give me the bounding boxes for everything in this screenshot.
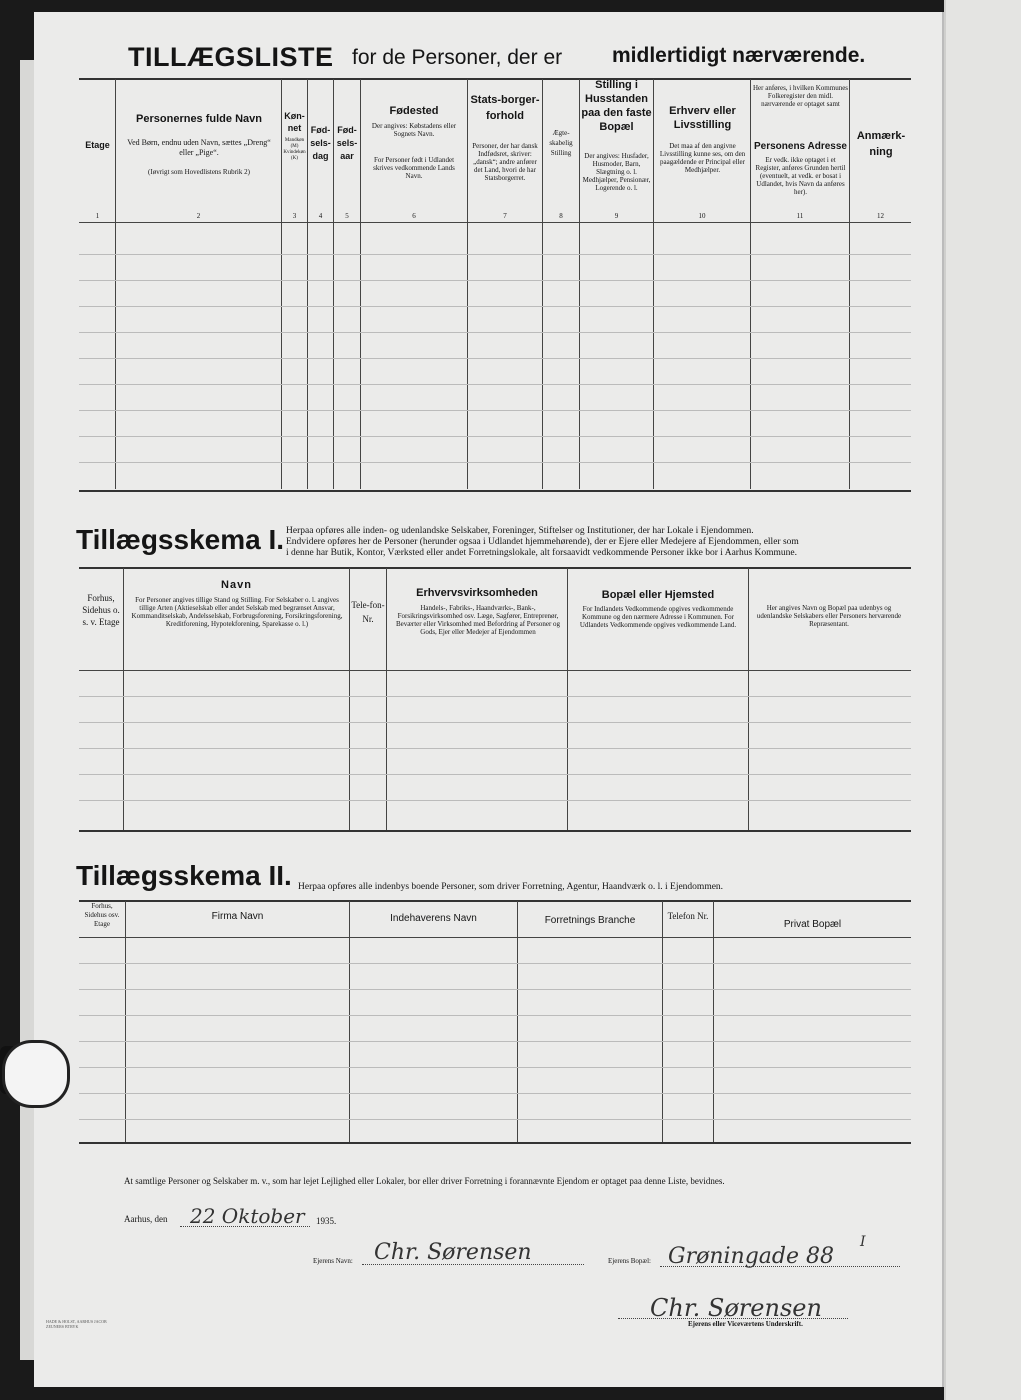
t1-col-divider <box>115 79 116 489</box>
owner-name-label: Ejerens Navn: <box>313 1257 353 1265</box>
t1-head-etage: Etage <box>85 140 110 150</box>
t3-row-line <box>79 1041 911 1042</box>
schema1-intro <box>286 526 916 559</box>
t2-row-line <box>79 774 911 775</box>
t3-head-telefon: Telefon Nr. <box>667 911 709 921</box>
table1-header-rule <box>79 222 911 223</box>
table2-top-rule <box>79 567 911 569</box>
table2-bottom-rule <box>79 830 911 832</box>
schema1-title: Tillægsskema I. <box>76 524 285 555</box>
t2-head-telefon: Tele-fon-Nr. <box>351 600 385 624</box>
t1-head-foedested: Fødested <box>389 105 439 117</box>
table3-header-rule <box>79 937 911 938</box>
t1-colnum: 2 <box>196 212 201 220</box>
owner-name-handwritten: Chr. Sørensen <box>374 1240 532 1265</box>
date-handwritten: 22 Oktober <box>190 1204 305 1228</box>
schema2-intro: Herpaa opføres alle indenbys boende Personer, som driver Forretning, Agentur, Haandværk o. l. i Ejendommen. <box>298 882 724 892</box>
t1-row-line <box>79 332 911 333</box>
t3-head-firma: Firma Navn <box>211 911 264 922</box>
t3-col-divider <box>662 901 663 1142</box>
t1-col-divider <box>849 79 850 489</box>
owner-address-mark: I <box>860 1234 866 1250</box>
t1-head-foedselsaar: Fød-sels-aar <box>336 125 358 161</box>
t3-col-divider <box>517 901 518 1142</box>
t1-head-anmaerkning: Anmærk-ning <box>856 130 906 158</box>
t1-row-line <box>79 384 911 385</box>
t1-sub-statsborger: Personer, der har dansk Indfødsret, skriver: „dansk“; andre anfører det Land, hvori de har Statsborgerret. <box>472 142 538 182</box>
t1-sub-husstand: Der angives: Husfader, Husmoder, Barn, Slægtning o. l. Medhjælper, Pensionær, Logerende o. l. <box>582 152 651 192</box>
owner-address-label: Ejerens Bopæl: <box>608 1257 651 1265</box>
schema1-intro-line2: Endvidere opføres her de Personer (herunder ogsaa i Udlandet hjemmehørende), der er Ejere eller Medejere af Ejendommen, eller som <box>286 537 799 547</box>
table2-header-rule <box>79 670 911 671</box>
t2-sub-bopael: For Indlandets Vedkommende opgives vedkommende Kommune og den nærmere Adresse i Kommunen. For Udlandets Vedkommende opgives vedkommende Land. <box>579 605 737 629</box>
t1-row-line <box>79 358 911 359</box>
form-title-mid: for de Personer, der er <box>352 46 563 69</box>
t2-sub-erhverv: Handels-, Fabriks-, Haandværks-, Bank-, Forsikringsvirksomhed osv. Læge, Sagfører, Entreprenør, Beværter eller Virksomhed med Befordring af Personer og Gods, Ejer eller Medejer af Ejendommen <box>395 604 561 636</box>
t1-row-line <box>79 306 911 307</box>
t1-pre-adresse: Her anføres, i hvilken Kommunes Folkeregister den midl. nærværende er optaget samt <box>752 84 849 108</box>
t1-colnum: 9 <box>614 212 619 220</box>
t1-head-erhverv: Erhverv eller Livsstilling <box>669 105 736 131</box>
t2-row-line <box>79 722 911 723</box>
t2-col-divider <box>123 568 124 830</box>
t1-sub-navn: Ved Børn, endnu uden Navn, sættes „Dreng“ eller „Pige“. <box>127 138 271 157</box>
t1-colnum: 3 <box>292 212 297 220</box>
t1-colnum: 4 <box>318 212 323 220</box>
t1-row-line <box>79 410 911 411</box>
t2-col-divider <box>567 568 568 830</box>
t1-head-adresse: Personens Adresse <box>753 141 847 152</box>
date-line <box>180 1226 310 1227</box>
owner-address-line <box>660 1266 900 1267</box>
signature-label: Ejerens eller Viceværtens Underskrift. <box>688 1320 803 1328</box>
t1-col-divider <box>360 79 361 489</box>
owner-address-handwritten: Grøningade 88 <box>668 1244 834 1269</box>
t2-row-line <box>79 748 911 749</box>
schema2-title: Tillægsskema II. <box>76 860 292 891</box>
t1-sub-foedested: Der angives: Købstadens eller Sognets Navn. <box>371 122 457 138</box>
t1-col-divider <box>750 79 751 489</box>
t1-row-line <box>79 280 911 281</box>
t1-colnum: 10 <box>698 212 706 220</box>
t1-colnum: 8 <box>559 212 563 220</box>
t3-head-etage: Forhus, Sidehus osv. Etage <box>84 902 120 928</box>
t3-row-line <box>79 1015 911 1016</box>
t2-head-etage: Forhus, Sidehus o. s. v. Etage <box>82 593 120 627</box>
t2-row-line <box>79 800 911 801</box>
declaration-text: At samtlige Personer og Selskaber m. v., som har lejet Lejlighed eller Lokaler, bor eller driver Forretning i forannævnte Ejendom er optaget paa denne Liste, bevidnes. <box>124 1176 725 1186</box>
t3-row-line <box>79 1067 911 1068</box>
t2-head-erhverv: Erhvervsvirksomheden <box>416 587 538 599</box>
table1-top-rule <box>79 78 911 80</box>
signature-line <box>618 1318 848 1319</box>
t1-row-line <box>79 436 911 437</box>
t2-col-divider <box>748 568 749 830</box>
t1-colnum: 12 <box>877 212 884 220</box>
t1-sub-adresse: Er vedk. ikke optaget i et Register, anføres Grunden hertil (eventuelt, at vedk. er bosat i Udlandet, hvis Navn da anføres her). <box>755 156 846 196</box>
t1-head-koen: Køn-net <box>284 111 305 133</box>
t3-head-branche: Forretnings Branche <box>544 915 636 926</box>
table3-bottom-rule <box>79 1142 911 1144</box>
t1-head-husstand: Stilling i Husstanden paa den faste Bopæl <box>581 79 652 133</box>
t1-col-divider <box>467 79 468 489</box>
t3-row-line <box>79 989 911 990</box>
t3-col-divider <box>713 901 714 1142</box>
form-title-end: midlertidigt nærværende. <box>612 44 866 67</box>
form-title: TILLÆGSLISTE <box>128 42 334 72</box>
t3-head-bopael: Privat Bopæl <box>783 919 842 930</box>
table1-bottom-rule <box>79 490 911 492</box>
t3-row-line <box>79 963 911 964</box>
t3-col-divider <box>349 901 350 1142</box>
t3-row-line <box>79 1093 911 1094</box>
t2-head-bopael: Bopæl eller Hjemsted <box>601 589 715 601</box>
t2-col-divider <box>386 568 387 830</box>
page-edge-left <box>20 60 34 1360</box>
t1-colnum: 1 <box>95 212 100 220</box>
t2-head-navn: Navn <box>221 579 252 591</box>
schema1-intro-line1: Herpaa opføres alle inden- og udenlandske Selskaber, Foreninger, Stiftelser og Institutioner, der har Lokale i Ejendommen. <box>286 526 754 536</box>
t1-sub-koen: Mandkøn (M) Kvindekøn (K) <box>283 138 306 161</box>
printer-mark: HADE & HOLST, AARHUS JACOB ZEUNERS BTRYK <box>46 1319 107 1329</box>
t3-head-indehaver: Indehaverens Navn <box>390 913 477 924</box>
t1-colnum: 5 <box>345 212 349 220</box>
year: 1935. <box>316 1216 337 1226</box>
t1-col-divider <box>653 79 654 489</box>
t1-head-foedselsdag: Fød-sels-dag <box>310 125 331 161</box>
signature-handwritten: Chr. Sørensen <box>650 1294 822 1322</box>
table3-top-rule <box>79 900 911 902</box>
t1-row-line <box>79 462 911 463</box>
t1-head-navn: Personernes fulde Navn <box>136 113 262 125</box>
schema1-intro-line3: i denne har Butik, Kontor, Værksted eller andet Forretningslokale, alt forsaavidt vedkommende Personer ikke bor i Aarhus Kommune. <box>286 548 798 558</box>
t1-head-statsborger: Stats-borger-forhold <box>470 94 540 122</box>
t1-colnum: 6 <box>412 212 416 220</box>
t1-colnum: 11 <box>796 212 804 220</box>
adjacent-page <box>944 0 1021 1400</box>
t1-col-divider <box>579 79 580 489</box>
t3-row-line <box>79 1119 911 1120</box>
t1-row-line <box>79 254 911 255</box>
binder-clip <box>2 1040 70 1108</box>
owner-name-line <box>362 1264 584 1265</box>
t1-sub-erhverv: Det maa af den angivne Livsstilling kunne ses, om den paagældende er Principal eller Medhjælper. <box>659 142 746 174</box>
t1-note-foedested: For Personer født i Udlandet skrives vedkommende Lands Navn. <box>373 156 455 180</box>
t1-col-divider <box>281 79 282 489</box>
t3-col-divider <box>125 901 126 1142</box>
t2-sub-navn: For Personer angives tillige Stand og Stilling. For Selskaber o. l. angives tillige Arten (Aktieselskab eller andet Selskab med begrænset Ansvar, Kommanditselskab, Andelsselskab, Forbrugsforening, Forsikringsforening, Kreditforening, Hypotekforening, Sparekasse o. l.) <box>131 596 343 628</box>
t1-head-aegteskab: Ægte-skabelig Stilling <box>549 129 573 157</box>
place-label: Aarhus, den <box>124 1214 168 1224</box>
t2-head-repraesentant: Her angives Navn og Bopæl paa udenbys og udenlandske Selskabers eller Personers herværende Repræsentant. <box>756 604 902 628</box>
t2-row-line <box>79 696 911 697</box>
t1-note-navn: (Iøvrigt som Hovedlistens Rubrik 2) <box>148 168 250 176</box>
t1-colnum: 7 <box>503 212 507 220</box>
